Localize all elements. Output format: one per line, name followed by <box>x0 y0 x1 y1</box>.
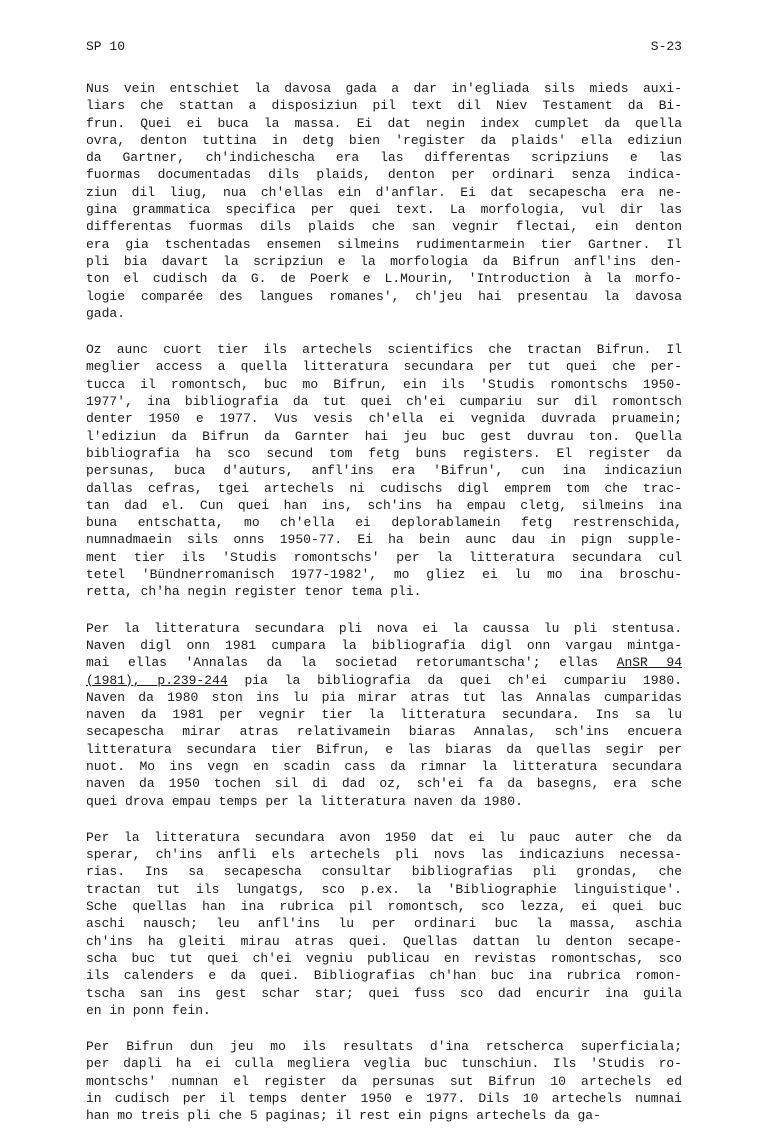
paragraph <box>86 829 682 1019</box>
text-line: da Gartner, ch'indichescha era las differentas scripziuns e las <box>86 150 682 166</box>
text-line: frun. Quei ei buca la massa. Ei dat negin index cumplet da quella <box>86 115 682 131</box>
text-line: ziun dil liug, nua ch'ellas ein d'anflar. Ei dat secapescha era ne- <box>86 184 682 200</box>
text-line: tscha san ins gest schar star; quei fuss sco dad encurir ina guila <box>86 985 682 1001</box>
text-line: gada. <box>86 305 126 321</box>
text-line: quei drova empau temps per la litteratura naven da 1980. <box>86 793 523 809</box>
text-line: persunas, buca d'auturs, anfl'ins era 'Bifrun', cun ina indicaziun <box>86 463 682 479</box>
text-line: Sche quellas han ina rubrica pil romontsch, sco lezza, ei quei buc <box>86 899 682 915</box>
text-line: fuormas documentadas dils plaids, denton per ordinari senza indica- <box>86 167 682 183</box>
page-header <box>86 38 682 56</box>
text-line: Per la litteratura secundara pli nova ei la caussa lu pli stentusa. <box>86 620 682 636</box>
text-line: retta, ch'ha negin register tenor tema pli. <box>86 584 422 600</box>
text-line: litteratura secundara tier Bifrun, e las biaras da quellas segir per <box>86 741 682 757</box>
text-line: tetel 'Bündnerromanisch 1977-1982', mo gliez ei lu mo ina broschu- <box>86 567 682 583</box>
text-line: Per la litteratura secundara avon 1950 dat ei lu pauc auter che da <box>86 829 682 845</box>
paragraph <box>86 341 682 600</box>
text-line: mai ellas 'Annalas da la societad retorumantscha'; ellas AnSR 94 <box>86 655 682 671</box>
text-line: buna entschatta, mo ch'ella ei deplorablamein fetg restrenschida, <box>86 515 682 531</box>
text-line: secapescha mirar atras relativamein biaras Annalas, sch'ins encuera <box>86 724 682 740</box>
text-line: ils calenders e da quei. Bibliografias ch'han buc ina rubrica romon- <box>86 968 682 984</box>
document-page <box>86 38 682 1144</box>
text-line: Naven digl onn 1981 cumpara la bibliografia digl onn vargau mintga- <box>86 637 682 653</box>
text-line: numnadmaein sils onns 1950-77. Ei ha bein aunc dau in pign supple- <box>86 532 682 548</box>
text-line: 1977', ina bibliografia da tut quei ch'ei cumpariu sur dil romontsch <box>86 394 682 410</box>
text-line: (1981), p.239-244 pia la bibliografia da quei ch'ei cumpariu 1980. <box>86 672 682 688</box>
header-right: S-23 <box>650 39 682 54</box>
text-line: ton el cudisch da G. de Poerk e L.Mourin, 'Introduction à la morfo- <box>86 271 682 287</box>
text-line: en in ponn fein. <box>86 1002 211 1018</box>
text-line: liars che stattan a disposiziun pil text dil Niev Testament da Bi- <box>86 98 682 114</box>
text-line: l'ediziun da Bifrun da Garnter hai jeu buc gest duvrau ton. Quella <box>86 428 682 444</box>
header-left: SP 10 <box>86 39 126 54</box>
text-line: ment tier ils 'Studis romontschs' per la litteratura secundara cul <box>86 549 682 565</box>
text-line: Naven da 1980 ston ins lu pia mirar atras tut las Annalas cumparidas <box>86 689 682 705</box>
text-line: tucca il romontsch, buc mo Bifrun, ein ils 'Studis romontschs 1950- <box>86 376 682 392</box>
text-line: rias. Ins sa secapescha consultar bibliografias pli grondas, che <box>86 864 682 880</box>
text-line: aschi nausch; leu anfl'ins lu per ordinari buc la massa, aschia <box>86 916 682 932</box>
text-line: Nus vein entschiet la davosa gada a dar in'egliada sils mieds auxi- <box>86 81 682 96</box>
text-line: denter 1950 e 1977. Vus vesis ch'ella ei vegnida duvrada pruamein; <box>86 411 682 427</box>
text-line: dallas cefras, tgei artechels ni cudischs digl emprem tom che trac- <box>86 480 682 496</box>
text-line: han mo treis pli che 5 paginas; il rest ein pigns artechels da ga- <box>86 1108 601 1124</box>
text-line: ovra, denton tuttina in detg bien 'register da plaids' ella ediziun <box>86 132 682 148</box>
text-line: differentas fuormas dils plaids che san vegnir flectai, ein denton <box>86 219 682 235</box>
text-line: tan dad el. Cun quei han ins, sch'ins ha empau cletg, silmeins ina <box>86 497 682 513</box>
text-line: meglier access a quella litteratura secundara per tut quei che per- <box>86 359 682 375</box>
text-line: scha buc tut quei ch'ei vegniu publicau en revistas romontschas, sco <box>86 950 682 966</box>
body-text <box>86 80 682 1125</box>
text-line: ch'ins ha gleiti mirau atras quei. Quellas dattan lu denton secape- <box>86 933 682 949</box>
text-line: bibliografia ha sco secund tom fetg buns registers. El register da <box>86 445 682 461</box>
text-line: nuot. Mo ins vegn en scadin cass da rimnar la litteratura secundara <box>86 758 682 774</box>
underlined-reference: AnSR 94 <box>616 655 682 671</box>
text-line: naven da 1950 tochen sil di dad oz, sch'ei fa da basegns, era sche <box>86 776 682 792</box>
text-line: per dapli ha ei culla megliera veglia buc tunschiun. Ils 'Studis ro- <box>86 1056 682 1072</box>
paragraph <box>86 80 682 322</box>
paragraph <box>86 1038 682 1124</box>
text-line: Per Bifrun dun jeu mo ils resultats d'ina retscherca superficiala; <box>86 1039 682 1055</box>
text-line: tractan tut ils lungatgs, sco p.ex. la 'Bibliographie linguistique'. <box>86 881 682 897</box>
underlined-reference: (1981), p.239-244 <box>86 672 228 688</box>
paragraph <box>86 620 682 810</box>
text-line: naven da 1981 per vegnir tier la litteratura secundara. Ins sa lu <box>86 707 682 723</box>
text-line: era gia tschentadas ensemen silmeins rudimentarmein tier Gartner. Il <box>86 236 682 252</box>
text-line: logie comparée des langues romanes', ch'jeu hai presentau la davosa <box>86 288 682 304</box>
text-line: sperar, ch'ins anfli els artechels pli novs las indicaziuns necessa- <box>86 847 682 863</box>
text-line: pli bia davart la scripziun e la morfologia da Bifrun anfl'ins den- <box>86 253 682 269</box>
text-line: in cudisch per il temps denter 1950 e 1977. Dils 10 artechels numnai <box>86 1091 682 1107</box>
text-line: gina grammatica specifica per quei text. La morfologia, vul dir las <box>86 202 682 218</box>
text-line: montschs' numnan el register da persunas sut Bifrun 10 artechels ed <box>86 1073 682 1089</box>
text-line: Oz aunc cuort tier ils artechels scientifics che tractan Bifrun. Il <box>86 342 682 358</box>
